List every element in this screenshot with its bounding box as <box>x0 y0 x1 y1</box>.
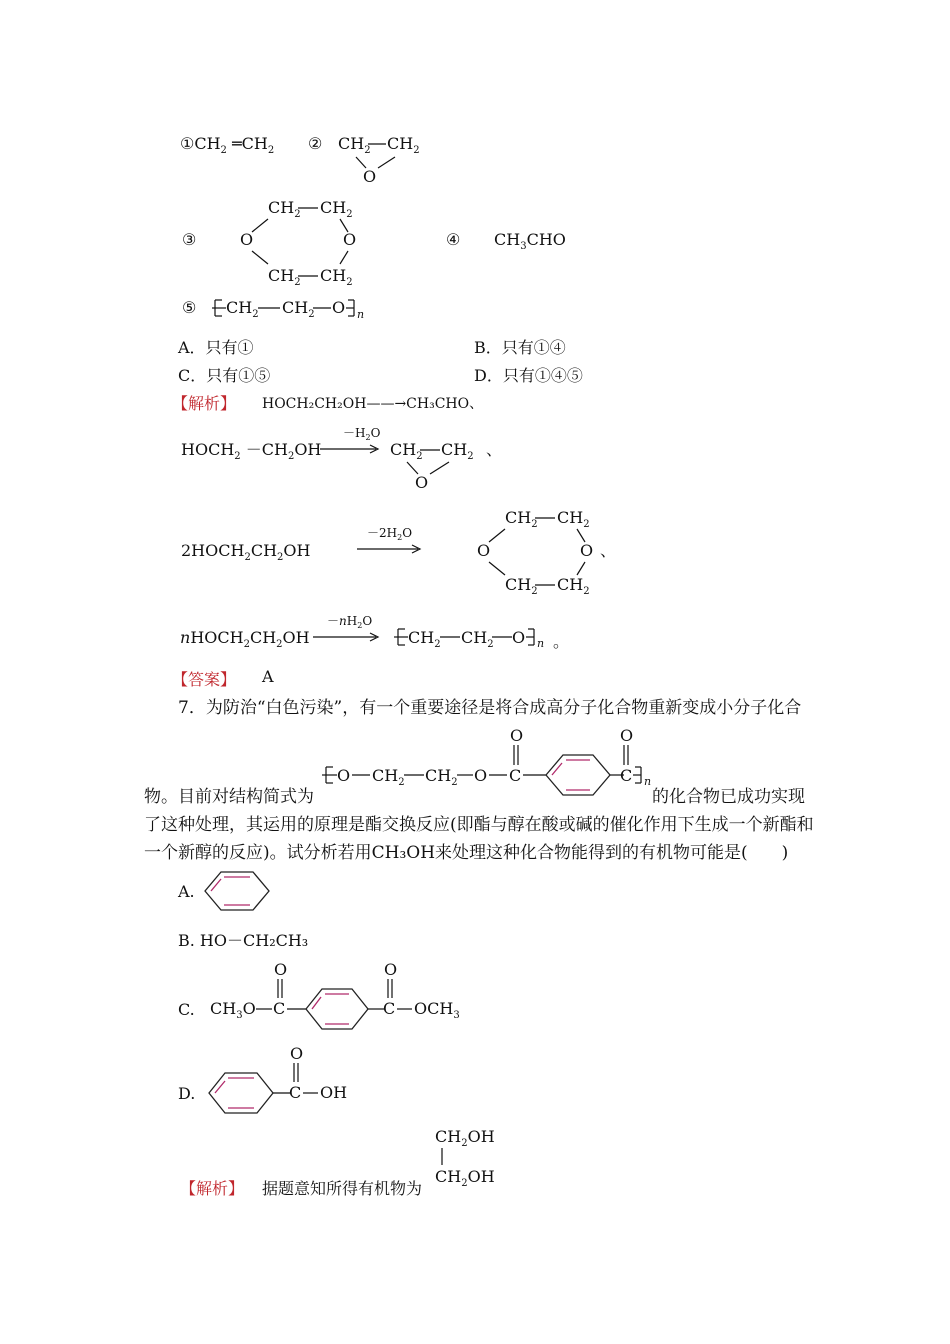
svg-text:O: O <box>620 726 634 745</box>
q6-option-b: B．只有①④ <box>474 338 566 357</box>
svg-text:O: O <box>240 230 254 249</box>
q7-line1: 7．为防治“白色污染”，有一个重要途径是将合成高分子化合物重新变成小分子化合 <box>178 698 802 718</box>
svg-text:CH2: $CH_2$ <box>387 134 420 156</box>
svg-text:CH2: $CH_2$ <box>338 134 371 156</box>
svg-text:－2H2O: $-2H_2O$ <box>367 526 413 542</box>
svg-text:CH2: $CH_2$ <box>461 628 494 650</box>
svg-text:CH3O: $CH_3O$ <box>210 999 256 1021</box>
q6-option-d: D．只有①④⑤ <box>474 366 583 385</box>
svg-text:C: C <box>383 999 396 1018</box>
svg-text:OCH3: $OCH_3$ <box>414 999 460 1021</box>
q6-option-c: C．只有①⑤ <box>178 366 271 385</box>
svg-text:C: C <box>289 1083 302 1102</box>
svg-text:CH2: $CH_2$ <box>372 766 405 788</box>
svg-text:OH: OH <box>320 1083 348 1102</box>
svg-text:③: ③ <box>182 230 197 249</box>
svg-text:、: 、 <box>600 541 617 560</box>
svg-text:CH3CHO: $CH_3CHO$ <box>494 230 566 252</box>
svg-text:C: C <box>509 766 522 785</box>
q7-line4: 一个新醇的反应)。试分析若用CH₃OH来处理这种化合物能得到的有机物可能是( ) <box>144 843 789 863</box>
svg-text:n: n <box>357 308 365 321</box>
answer-label-q6: 【答案】 <box>172 670 237 689</box>
svg-text:CH2OH: $CH_2OH$ <box>435 1127 495 1149</box>
svg-text:O: O <box>474 766 488 785</box>
q6-option-a: A．只有① <box>178 338 254 357</box>
svg-text:O: O <box>337 766 351 785</box>
analysis-q6-line1: HOCH₂CH₂OH——→CH₃CHO、 <box>262 396 484 412</box>
svg-text:CH2: $CH_2$ <box>320 266 353 288</box>
svg-text:C: C <box>273 999 286 1018</box>
svg-text:－H2O: $-H_2O$ <box>343 426 381 442</box>
q7-option-d-label: D. <box>178 1084 196 1103</box>
svg-text:O: O <box>415 473 429 492</box>
svg-text:、: 、 <box>486 440 503 459</box>
svg-text:O: O <box>580 541 594 560</box>
q7-line3: 了这种处理，其运用的原理是酯交换反应(即酯与醇在酸或碱的催化作用下生成一个新酯和 <box>144 815 814 835</box>
svg-text:HOCH2 －CH2OH: $HOCH_2 -CH_2OH$ <box>181 440 322 462</box>
q7-line2-post: 的化合物已成功实现 <box>652 787 805 807</box>
svg-text:CH2: $CH_2$ <box>425 766 458 788</box>
svg-text:n: n <box>537 637 545 650</box>
struct-1-ethylene: $①CH_2$ $═CH_2$ <box>180 134 275 156</box>
svg-text:CH2: $CH_2$ <box>390 440 423 462</box>
svg-text:O: O <box>343 230 357 249</box>
svg-text:⑤: ⑤ <box>182 298 197 317</box>
svg-text:④: ④ <box>446 230 461 249</box>
svg-text:CH2: $CH_2$ <box>441 440 474 462</box>
svg-text:n: n <box>644 775 652 788</box>
analysis-q7-text: 据题意知所得有机物为 <box>262 1179 423 1198</box>
svg-text:CH2: $CH_2$ <box>282 298 315 320</box>
svg-text:CH2: $CH_2$ <box>268 198 301 220</box>
q7-option-c-label: C. <box>178 1000 195 1019</box>
svg-text:nHOCH2CH2OH: $nHOCH_2CH_2OH$ <box>180 628 310 650</box>
answer-q6: A <box>262 667 274 686</box>
svg-text:O: O <box>363 167 377 186</box>
svg-text:CH2OH: $CH_2OH$ <box>435 1167 495 1189</box>
svg-text:－nH2O: $-nH_2O$ <box>327 614 373 630</box>
svg-text:CH2: $CH_2$ <box>557 508 590 530</box>
q7-option-b: B. HO－CH₂CH₃ <box>178 931 309 950</box>
svg-text:②: ② <box>308 134 323 153</box>
svg-text:2HOCH2CH2OH: $2HOCH_2CH_2OH$ <box>181 541 311 563</box>
svg-text:O: O <box>332 298 346 317</box>
svg-text:CH2: $CH_2$ <box>557 575 590 597</box>
svg-text:O: O <box>512 628 526 647</box>
svg-text:O: O <box>274 960 288 979</box>
analysis-label-q7: 【解析】 <box>180 1179 245 1198</box>
analysis-label-q6: 【解析】 <box>172 394 237 413</box>
svg-text:CH2: $CH_2$ <box>268 266 301 288</box>
svg-text:O: O <box>477 541 491 560</box>
q7-option-a-label: A. <box>178 882 195 901</box>
svg-text:CH2: $CH_2$ <box>320 198 353 220</box>
svg-text:CH2: $CH_2$ <box>505 575 538 597</box>
svg-text:C: C <box>620 766 633 785</box>
svg-text:O: O <box>510 726 524 745</box>
svg-text:CH2: $CH_2$ <box>408 628 441 650</box>
svg-text:。: 。 <box>553 632 570 651</box>
svg-text:O: O <box>384 960 398 979</box>
q7-line2-pre: 物。目前对结构简式为 <box>144 787 314 807</box>
svg-text:CH2: $CH_2$ <box>505 508 538 530</box>
svg-text:O: O <box>290 1044 304 1063</box>
svg-text:CH2: $CH_2$ <box>226 298 259 320</box>
